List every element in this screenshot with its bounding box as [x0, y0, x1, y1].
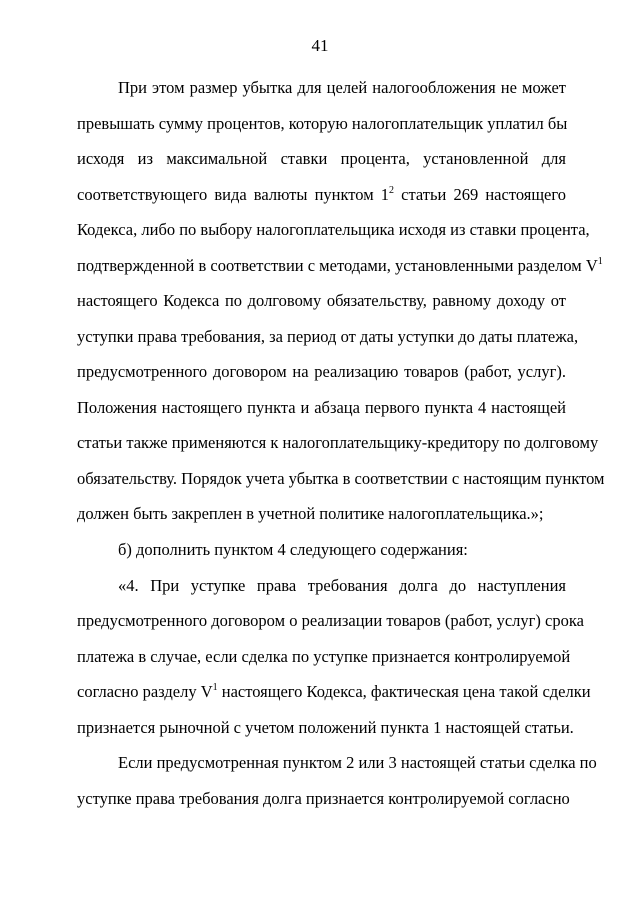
text-line: [77, 469, 605, 489]
text-line: [77, 291, 566, 311]
superscript: 2: [389, 185, 395, 196]
page-number: 41: [311, 36, 329, 55]
text-run: Положения настоящего пункта и абзаца первого пункта 4 настоящей: [77, 398, 566, 417]
text-line: [118, 540, 566, 560]
superscript: 1: [597, 256, 603, 267]
text-line: [77, 789, 570, 809]
text-line: [77, 504, 566, 524]
text-line: [77, 256, 603, 276]
superscript: 1: [212, 682, 218, 693]
text-line: [77, 327, 579, 347]
text-run: Кодекса, либо по выбору налогоплательщика исходя из ставки процента,: [77, 220, 590, 239]
text-line: [77, 149, 566, 169]
text-run: Если предусмотренная пунктом 2 или 3 настоящей статьи сделка по: [118, 753, 597, 772]
text-line: [77, 220, 590, 240]
text-run: признается рыночной с учетом положений пункта 1 настоящей статьи.: [77, 718, 574, 737]
text-line: [118, 576, 566, 596]
text-line: [118, 78, 566, 98]
text-run: уступке права требования долга признается контролируемой согласно: [77, 789, 570, 808]
text-line: [118, 753, 597, 773]
text-run: б) дополнить пунктом 4 следующего содержания:: [118, 540, 468, 559]
text-line: [77, 647, 571, 667]
text-run: уступки права требования, за период от даты уступки до даты платежа,: [77, 327, 579, 346]
text-line: [77, 362, 566, 382]
text-line: [77, 611, 584, 631]
text-run: превышать сумму процентов, которую налогоплательщик уплатил бы: [77, 114, 568, 133]
text-run: должен быть закреплен в учетной политике налогоплательщика.»;: [77, 504, 544, 523]
text-run: платежа в случае, если сделка по уступке признается контролируемой: [77, 647, 571, 666]
text-run: предусмотренного договором на реализацию товаров (работ, услуг).: [77, 362, 566, 381]
text-run: подтвержденной в соответствии с методами, установленными разделом V: [77, 256, 598, 275]
text-line: [77, 433, 599, 453]
text-run: согласно разделу V: [77, 682, 213, 701]
text-run: предусмотренного договором о реализации товаров (работ, услуг) срока: [77, 611, 584, 630]
text-run: настоящего Кодекса, фактическая цена такой сделки: [217, 682, 591, 701]
text-line: [77, 185, 566, 205]
text-line: [77, 718, 574, 738]
text-run: статьи 269 настоящего: [394, 185, 566, 204]
text-run: исходя из максимальной ставки процента, установленной для: [77, 149, 566, 168]
text-line: [77, 682, 591, 702]
text-line: [77, 398, 566, 418]
text-run: статьи также применяются к налогоплательщику-кредитору по долговому: [77, 433, 599, 452]
text-run: обязательству. Порядок учета убытка в соответствии с настоящим пунктом: [77, 469, 605, 488]
text-run: соответствующего вида валюты пунктом 1: [77, 185, 390, 204]
text-run: При этом размер убытка для целей налогообложения не может: [118, 78, 566, 97]
text-run: настоящего Кодекса по долговому обязательству, равному доходу от: [77, 291, 566, 310]
text-run: «4. При уступке права требования долга до наступления: [118, 576, 566, 595]
text-line: [77, 114, 566, 134]
